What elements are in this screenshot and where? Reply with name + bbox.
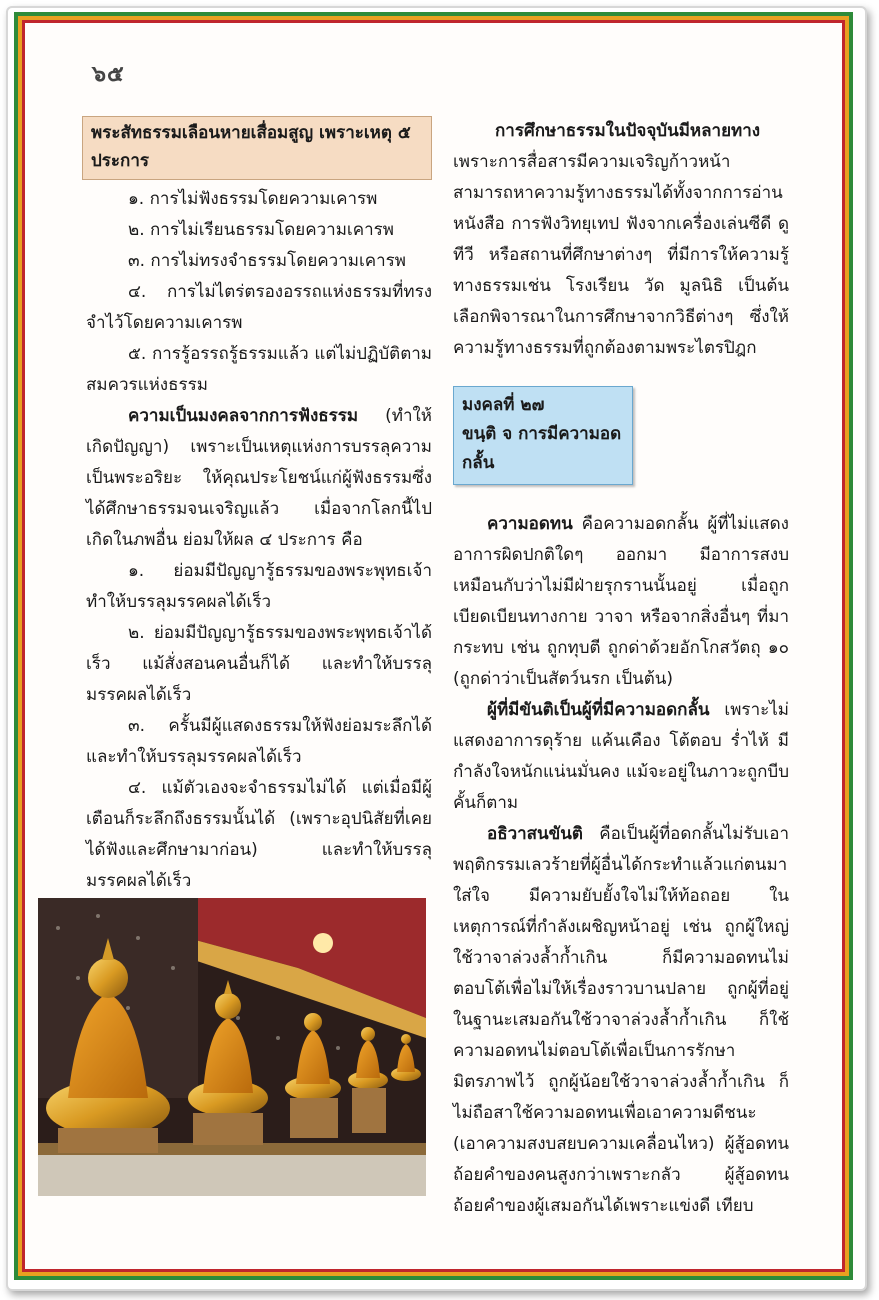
left-column bbox=[86, 116, 432, 897]
benefit-lead: ความเป็นมงคลจากการฟังธรรม bbox=[128, 406, 359, 426]
result-item-4: ๔. แม้ตัวเองจะจำธรรมไม่ได้ แต่เมื่อมีผู้เตือนก็ระลึกถึงธรรมนั้นได้ (เพราะอุปนิสัยที่เคยได้ฟังและศึกษามาก่อน) และทำให้บรรลุมรรคผลได้เร็ว bbox=[86, 778, 432, 891]
khanti-lead: ผู้ที่มีขันติเป็นผู้ที่มีความอดกลั้น bbox=[487, 700, 710, 720]
page-number: ๖๕ bbox=[92, 62, 125, 87]
adhivasana-text: คือเป็นผู้ที่อดกลั้นไม่รับเอาพฤติกรรมเลวร้ายที่ผู้อื่นได้กระทำแล้วแก่ตนมาใส่ใจ มีความยับยั้งใจไม่ให้ท้อถอย ในเหตุการณ์ที่กำลังเผชิญหน้าอยู่ เช่น ถูกผู้ใหญ่ใช้วาจาล่วงล้ำก้ำเกิน ก็มีความอดทนไม่ตอบโต้เพื่อไม่ให้เรื่องราวบานปลาย ถูกผู้ที่อยู่ในฐานะเสมอกันใช้วาจาล่วงล้ำก้ำเกิน ก็ใช้ความอดทนไม่ตอบโต้เพื่อเป็นการรักษามิตรภาพไว้ ถูกผู้น้อยใช้วาจาล่วงล้ำก้ำเกิน ก็ไม่ถือสาใช้ความอดทนเพื่อเอาความดีชนะ (เอาความสงบสยบความเคลื่อนไหว) ผู้สู้อดทนถ้อยคำของคนสูงกว่าเพราะกลัว ผู้สู้อดทนถ้อยคำของผู้เสมอกันได้เพราะแข่งดี เทียบ bbox=[453, 824, 789, 1216]
adhivasana-paragraph bbox=[453, 819, 789, 1222]
right-column bbox=[453, 116, 789, 1222]
result-item-3: ๓. ครั้นมีผู้แสดงธรรมให้ฟังย่อมระลึกได้และทำให้บรรลุมรรคผลได้เร็ว bbox=[86, 716, 432, 767]
intro-text: เพราะการสื่อสารมีความเจริญก้าวหน้าสามารถหาความรู้ทางธรรมได้ทั้งจากการอ่านหนังสือ การฟังวิทยุเทป ฟังจากเครื่องเล่นซีดี ดูทีวี หรือสถานที่ศึกษาต่างๆ ที่มีการให้ความรู้ทางธรรมเช่น โรงเรียน วัด มูลนิธิ เป็นต้น เลือกพิจารณาในการศึกษาจากวิธีต่างๆ ซึ่งให้ความรู้ทางธรรมที่ถูกต้องตามพระไตรปิฎก bbox=[453, 152, 789, 358]
cause-item-4: ๔. การไม่ไตร่ตรองอรรถแห่งธรรมที่ทรงจำไว้โดยความเคารพ bbox=[86, 282, 432, 333]
cause-item-1: ๑. การไม่ฟังธรรมโดยความเคารพ bbox=[128, 189, 378, 209]
result-item-2: ๒. ย่อมมีปัญญารู้ธรรมของพระพุทธเจ้าได้เร็ว แม้สั่งสอนคนอื่นก็ได้ และทำให้บรรลุมรรคผลได้เร็ว bbox=[86, 623, 432, 705]
cause-item-2: ๒. การไม่เรียนธรรมโดยความเคารพ bbox=[128, 220, 394, 240]
adhivasana-lead: อธิวาสนขันติ bbox=[487, 824, 583, 844]
cause-item-5: ๕. การรู้อรรถรู้ธรรมแล้ว แต่ไม่ปฏิบัติตามสมควรแห่งธรรม bbox=[86, 344, 432, 395]
mongkol-heading-box bbox=[453, 386, 633, 485]
intro-paragraph bbox=[453, 116, 789, 364]
intro-lead: การศึกษาธรรมในปัจจุบันมีหลายทาง bbox=[495, 121, 761, 141]
result-item-1: ๑. ย่อมมีปัญญารู้ธรรมของพระพุทธเจ้าทำให้บรรลุมรรคผลได้เร็ว bbox=[86, 561, 432, 612]
benefit-text: (ทำให้เกิดปัญญา) เพราะเป็นเหตุแห่งการบรรลุความเป็นพระอริยะ ให้คุณประโยชน์แก่ผู้ฟังธรรมซึ่งได้ศึกษาธรรมจนเจริญแล้ว เมื่อจากโลกนี้ไป เกิดในภพอื่น ย่อมให้ผล ๔ ประการ คือ bbox=[86, 406, 432, 550]
patience-paragraph bbox=[453, 509, 789, 695]
khanti-text: เพราะไม่แสดงอาการดุร้าย แค้นเคือง โต้ตอบ ร่ำไห้ มีกำลังใจหนักแน่นมั่นคง แม้จะอยู่ในภาวะถูกบีบคั้นก็ตาม bbox=[453, 700, 789, 813]
patience-lead: ความอดทน bbox=[487, 514, 573, 534]
khanti-paragraph bbox=[453, 695, 789, 819]
buddha-statues-photo bbox=[38, 898, 426, 1196]
cause-item-3: ๓. การไม่ทรงจำธรรมโดยความเคารพ bbox=[128, 251, 407, 271]
section-heading: พระสัทธรรมเลือนหายเสื่อมสูญ เพราะเหตุ ๕ ประการ bbox=[82, 116, 432, 180]
patience-text: คือความอดกลั้น ผู้ที่ไม่แสดงอาการผิดปกติใดๆ ออกมา มีอาการสงบ เหมือนกับว่าไม่มีฝ่ายรุกรานนั้นอยู่ เมื่อถูกเบียดเบียนทางกาย วาจา หรือจากสิ่งอื่นๆ ที่มากระทบ เช่น ถูกทุบตี ถูกด่าด้วยอักโกสวัตถุ ๑๐ (ถูกด่าว่าเป็นสัตว์นรก เป็นต้น) bbox=[453, 514, 789, 689]
mongkol-title: ขนฺติ จ การมีความอดกลั้น bbox=[462, 424, 622, 473]
mongkol-number: มงคลที่ ๒๗ bbox=[462, 395, 545, 415]
benefit-paragraph bbox=[86, 401, 432, 556]
